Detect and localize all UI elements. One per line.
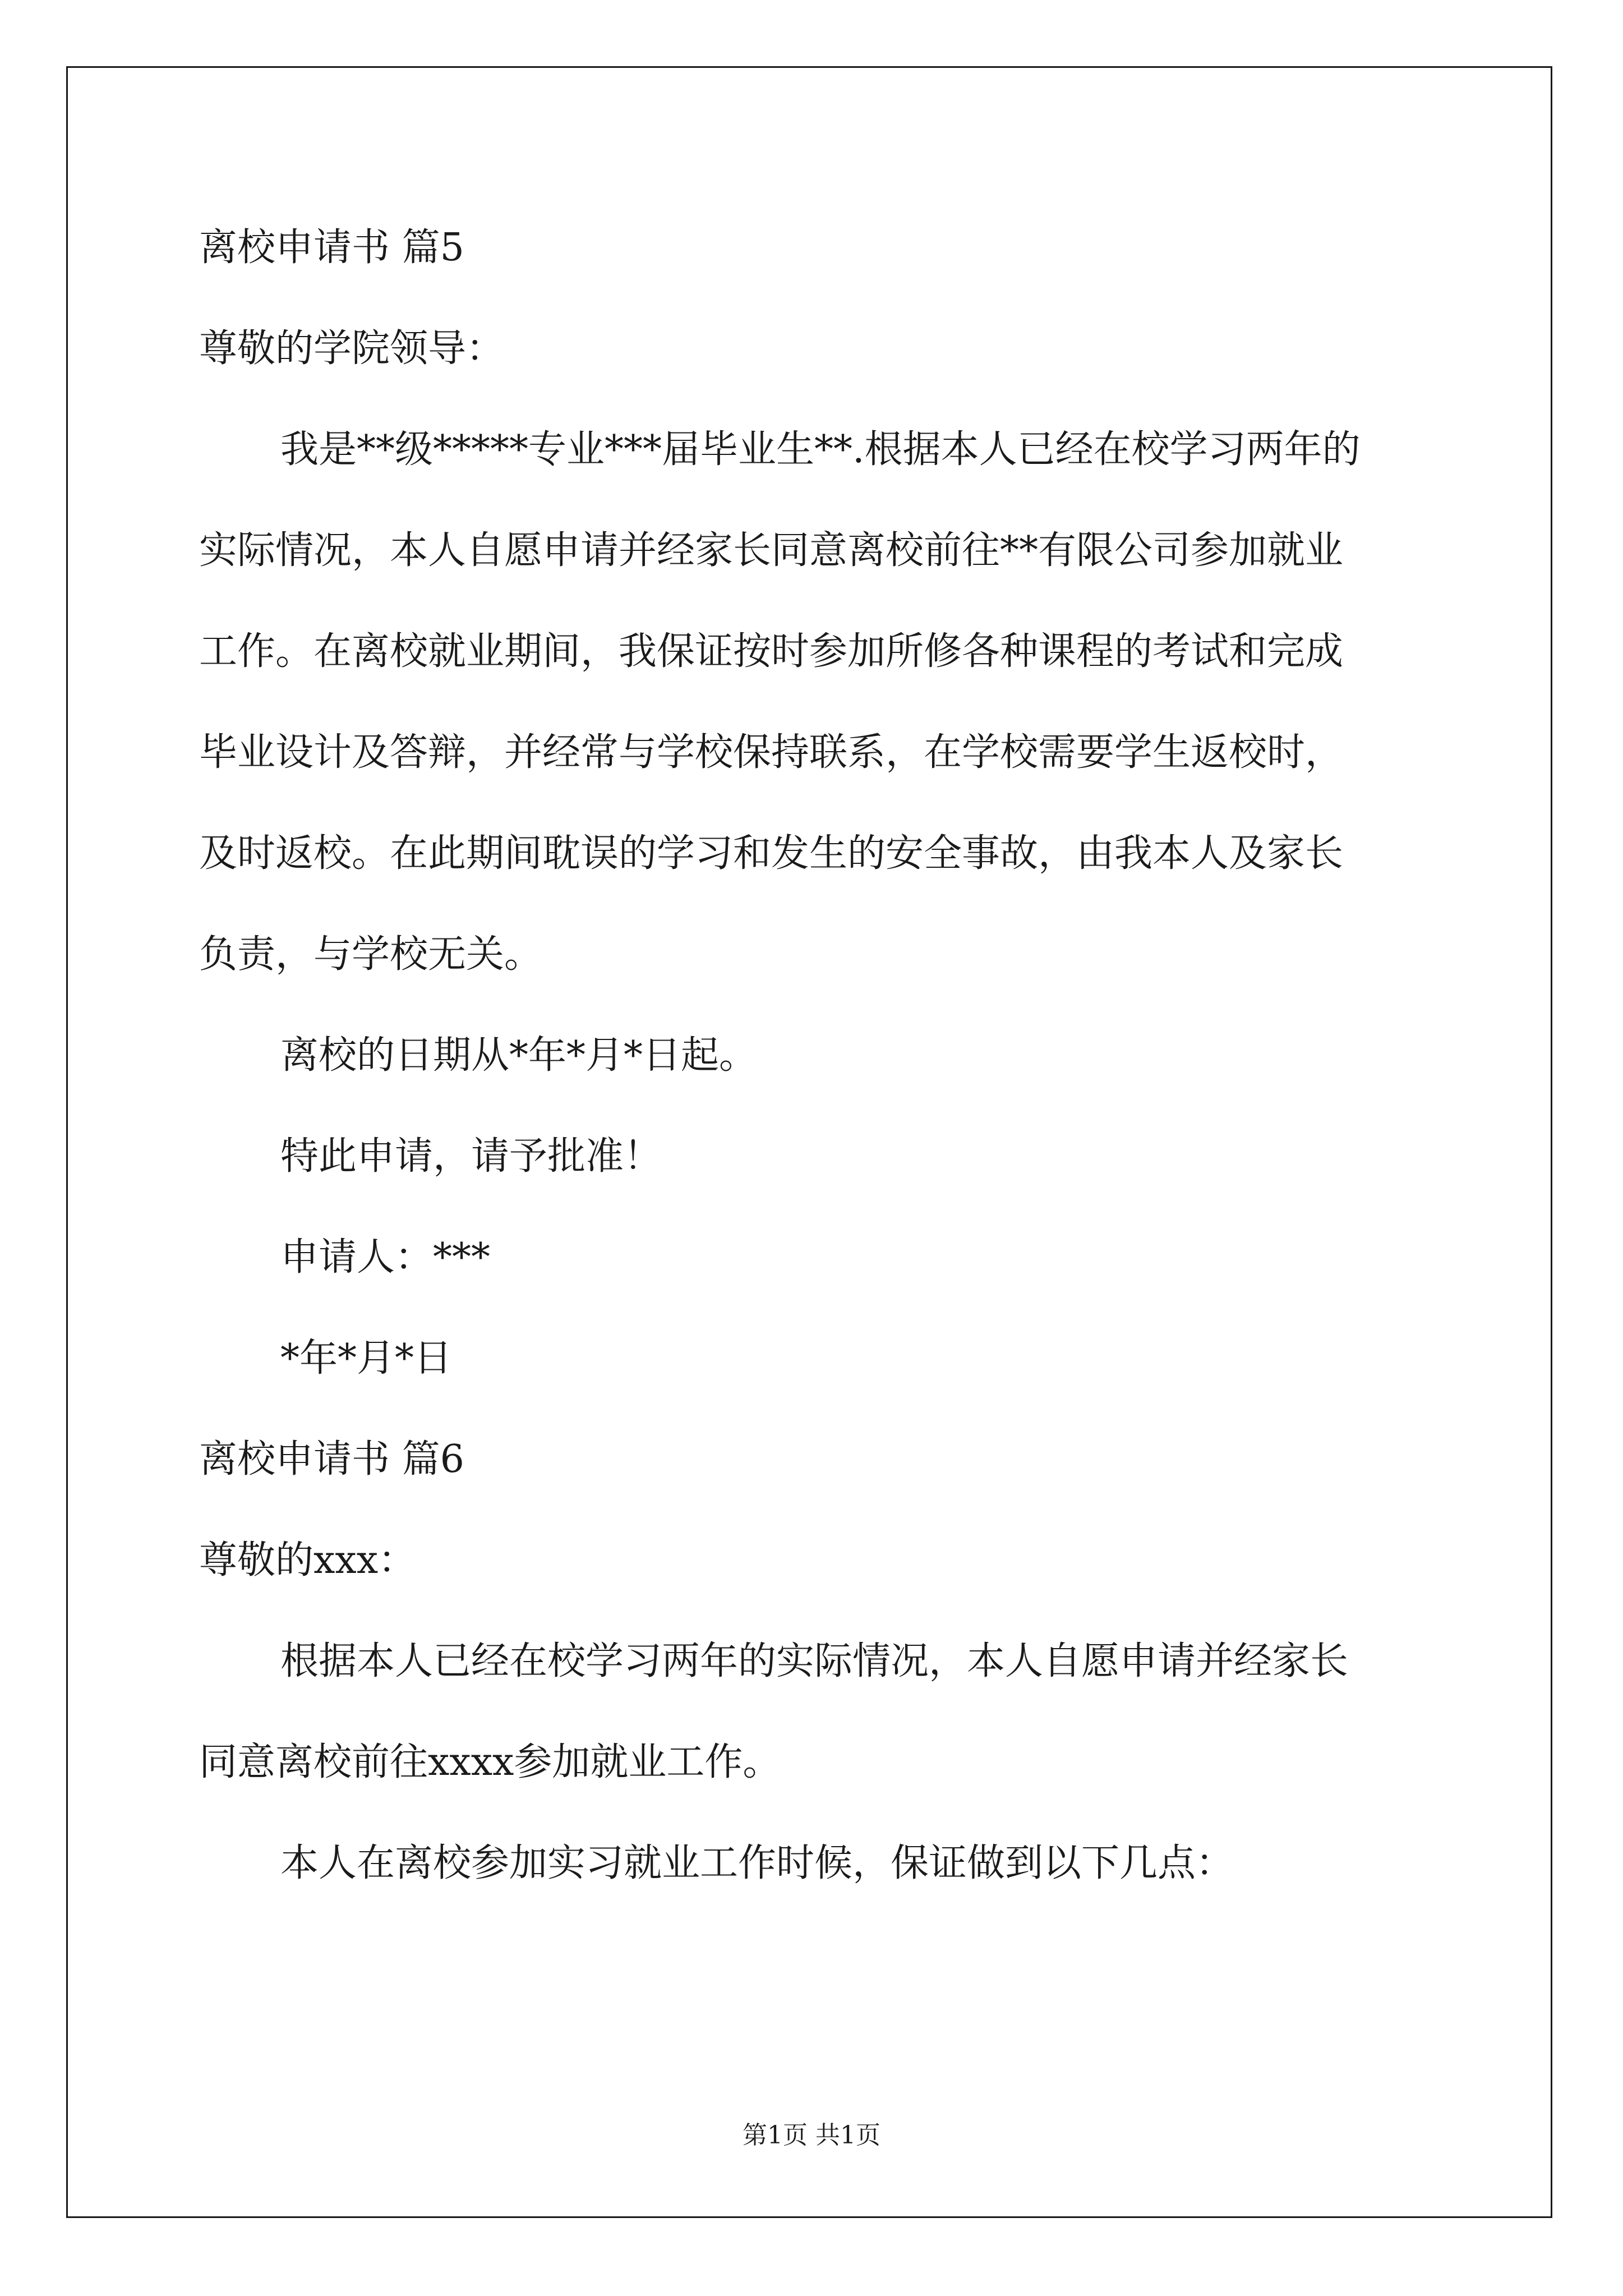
section-heading-5: 离校申请书 篇5 (199, 226, 464, 270)
body-text-line: 本人在离校参加实习就业工作时候，保证做到以下几点： (280, 1841, 1234, 1885)
body-text-line: 我是**级*****专业***届毕业生**.根据本人已经在校学习两年的 (280, 427, 1361, 472)
body-text-line: 根据本人已经在校学习两年的实际情况，本人自愿申请并经家长 (280, 1639, 1349, 1683)
salutation: 尊敬的学院领导： (199, 326, 505, 371)
body-text-line: 同意离校前往xxxx参加就业工作。 (199, 1740, 781, 1784)
body-text-line: 毕业设计及答辩，并经常与学校保持联系，在学校需要学生返校时， (199, 730, 1344, 775)
page-footer: 第1页 共1页 (743, 2121, 880, 2150)
section-heading-6: 离校申请书 篇6 (199, 1437, 464, 1481)
salutation: 尊敬的xxx： (199, 1538, 417, 1582)
body-text-line: 负责，与学校无关。 (199, 932, 543, 977)
body-text-line: 及时返校。在此期间耽误的学习和发生的安全事故，由我本人及家长 (199, 831, 1344, 876)
applicant-line: 申请人：*** (280, 1235, 491, 1280)
date-line: *年*月*日 (280, 1336, 453, 1381)
body-text-line: 工作。在离校就业期间，我保证按时参加所修各种课程的考试和完成 (199, 629, 1344, 674)
body-text-line: 实际情况，本人自愿申请并经家长同意离校前往**有限公司参加就业 (199, 528, 1344, 573)
leave-date-line: 离校的日期从*年*月*日起。 (280, 1033, 758, 1078)
request-closing-line: 特此申请，请予批准！ (280, 1134, 662, 1179)
